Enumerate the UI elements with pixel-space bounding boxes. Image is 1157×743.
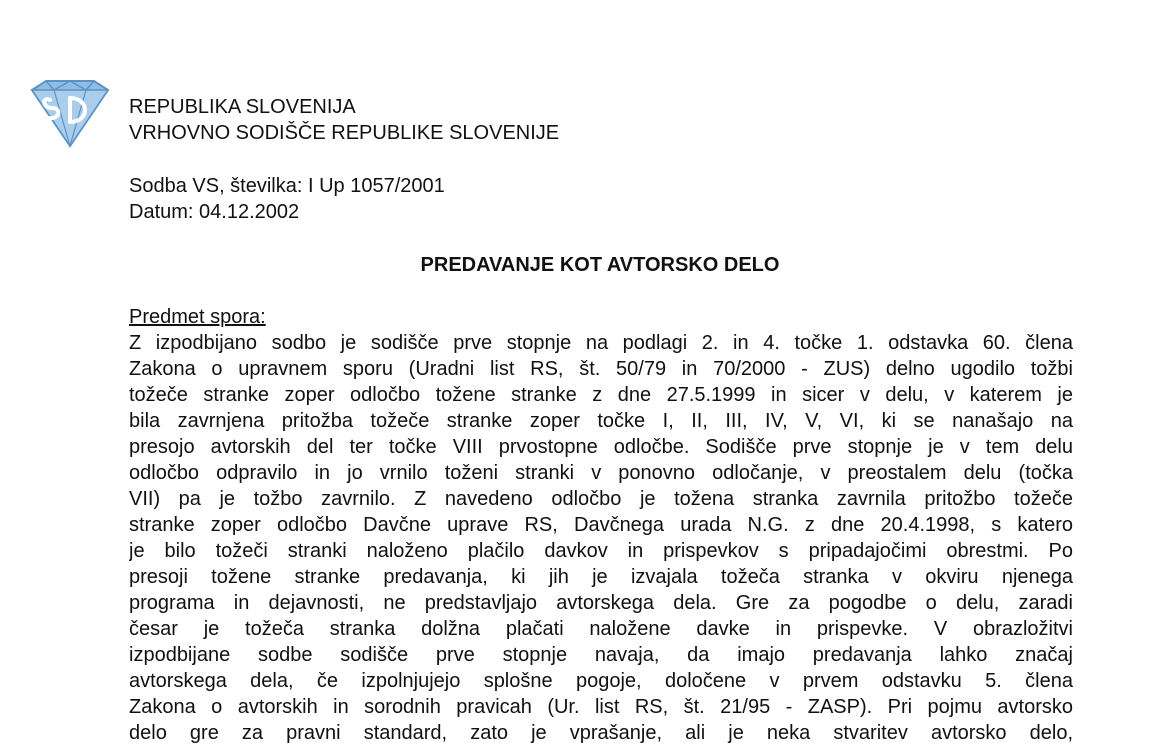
paragraph-line: odločbo odpravilo in jo vrnilo toženi stranki v ponovno odločanje, v preostalem delu (točka [129,462,1073,484]
document-title: PREDAVANJE KOT AVTORSKO DELO [420,254,780,276]
paragraph-line: delo gre za pravni standard, zato je vprašanje, ali je neka stvaritev avtorsko delo, [129,722,1073,743]
paragraph-line: je bilo tožeči stranki naloženo plačilo davkov in prispevkov s pripadajočimi obrestmi. Po [129,540,1073,562]
court-name: VRHOVNO SODIŠČE REPUBLIKE SLOVENIJE [129,122,560,144]
paragraph-line: česar je tožeča stranka dolžna plačati naložene davke in prispevke. V obrazložitvi [129,618,1073,640]
paragraph-line: tožeče stranke zoper odločbo tožene stranke z dne 27.5.1999 in sicer v delu, v katerem je [129,384,1073,406]
court-emblem-icon [28,78,112,150]
paragraph-line: bila zavrnjena pritožba tožeče stranke zoper točke I, II, III, IV, V, VI, ki se nanašajo na [129,410,1073,432]
body-paragraph [129,330,1073,743]
decision-date: Datum: 04.12.2002 [129,201,300,223]
paragraph-line: Zakona o upravnem sporu (Uradni list RS, št. 50/79 in 70/2000 - ZUS) delno ugodilo tožbi [129,358,1073,380]
paragraph-line: izpodbijane sodbe sodišče prve stopnje navaja, da imajo predavanja lahko značaj [129,644,1073,666]
paragraph-line: presojo avtorskih del ter točke VIII prvostopne odločbe. Sodišče prve stopnje je v tem delu [129,436,1073,458]
paragraph-line: programa in dejavnosti, ne predstavljajo avtorskega dela. Gre za pogodbe o delu, zaradi [129,592,1073,614]
paragraph-line: stranke zoper odločbo Davčne uprave RS, Davčnega urada N.G. z dne 20.4.1998, s katero [129,514,1073,536]
section-label-subject: Predmet spora: [129,306,266,328]
paragraph-line: avtorskega dela, če izpolnjujejo splošne pogoje, določene v prvem odstavku 5. člena [129,670,1073,692]
paragraph-line: Zakona o avtorskih in sorodnih pravicah (Ur. list RS, št. 21/95 - ZASP). Pri pojmu avtorsko [129,696,1073,718]
case-number: Sodba VS, številka: I Up 1057/2001 [129,175,445,197]
paragraph-line: presoji tožene stranke predavanja, ki jih je izvajala tožeča stranka v okviru njenega [129,566,1073,588]
paragraph-line: VII) pa je tožbo zavrnilo. Z navedeno odločbo je tožena stranka zavrnila pritožbo tožeče [129,488,1073,510]
paragraph-line: Z izpodbijano sodbo je sodišče prve stopnje na podlagi 2. in 4. točke 1. odstavka 60. člena [129,332,1073,354]
republic-name: REPUBLIKA SLOVENIJA [129,96,356,118]
